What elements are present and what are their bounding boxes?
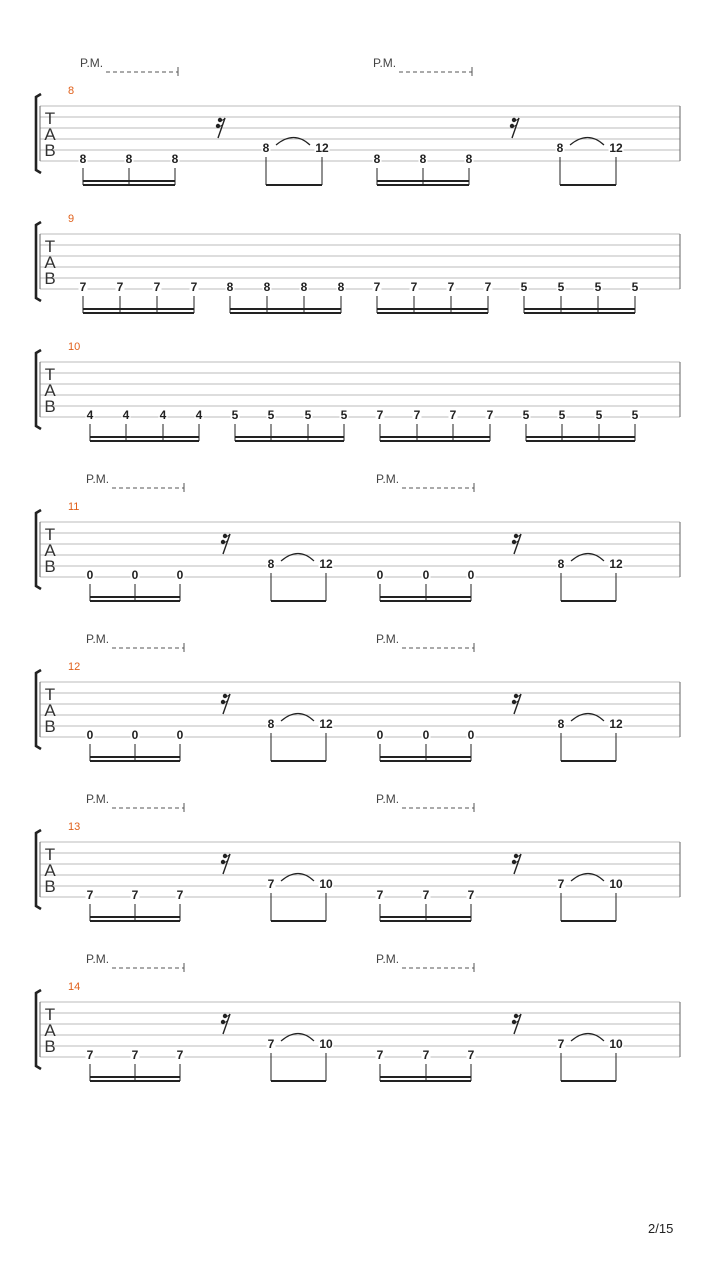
fret-number: 7 — [376, 888, 384, 902]
fret-number: 0 — [131, 568, 139, 582]
tab-clef-letter: A — [44, 1021, 56, 1040]
fret-number: 7 — [373, 280, 381, 294]
fret-number: 8 — [557, 557, 565, 571]
tab-clef-letter: T — [44, 525, 56, 544]
fret-number: 12 — [315, 141, 329, 155]
fret-number: 8 — [557, 717, 565, 731]
measure-number: 14 — [68, 981, 81, 993]
fret-number: 7 — [449, 408, 457, 422]
fret-number: 10 — [319, 1037, 333, 1051]
palm-mute-label: P.M. — [86, 792, 110, 806]
tab-clef-letter: B — [44, 141, 56, 160]
tab-clef-letter: B — [44, 269, 56, 288]
fret-number: 8 — [300, 280, 308, 294]
tab-clef-letter: B — [44, 1037, 56, 1056]
fret-number: 8 — [419, 152, 427, 166]
tab-system-11 — [36, 472, 680, 601]
note-group — [376, 728, 476, 761]
fret-number: 4 — [86, 408, 94, 422]
fret-number: 5 — [594, 280, 602, 294]
note-group — [522, 408, 640, 441]
tab-system-12 — [36, 632, 680, 761]
fret-number: 7 — [86, 888, 94, 902]
fret-number: 7 — [153, 280, 161, 294]
fret-number: 12 — [609, 557, 623, 571]
note-group — [79, 152, 180, 185]
note-group — [376, 408, 495, 441]
fret-number: 7 — [190, 280, 198, 294]
fret-number: 7 — [86, 1048, 94, 1062]
fret-number: 4 — [122, 408, 130, 422]
fret-number: 12 — [609, 717, 623, 731]
palm-mute-label: P.M. — [86, 632, 110, 646]
palm-mute-label: P.M. — [376, 792, 400, 806]
tab-clef-letter: A — [44, 701, 56, 720]
fret-number: 10 — [609, 1037, 623, 1051]
fret-number: 7 — [267, 1037, 275, 1051]
note-group — [373, 152, 474, 185]
fret-number: 7 — [422, 888, 430, 902]
fret-number: 7 — [131, 1048, 139, 1062]
fret-number: 7 — [557, 1037, 565, 1051]
measure-number: 8 — [68, 85, 75, 97]
fret-number: 8 — [263, 280, 271, 294]
fret-number: 8 — [337, 280, 345, 294]
note-group — [86, 1048, 185, 1081]
palm-mute-label: P.M. — [376, 952, 400, 966]
note-group — [86, 728, 185, 761]
palm-mute-label: P.M. — [376, 632, 400, 646]
fret-number: 10 — [319, 877, 333, 891]
fret-number: 10 — [609, 877, 623, 891]
palm-mute-label: P.M. — [86, 472, 110, 486]
tab-clef-letter: T — [44, 685, 56, 704]
note-group — [373, 280, 493, 313]
note-group — [376, 888, 476, 921]
fret-number: 8 — [267, 717, 275, 731]
tab-system-8 — [36, 56, 680, 185]
measure-number: 12 — [68, 661, 81, 673]
fret-number: 8 — [556, 141, 564, 155]
fret-number: 7 — [467, 888, 475, 902]
tab-system-9 — [36, 213, 680, 313]
measure-number: 9 — [68, 213, 75, 225]
fret-number: 5 — [595, 408, 603, 422]
fret-number: 5 — [557, 280, 565, 294]
fret-number: 0 — [376, 568, 384, 582]
fret-number: 0 — [176, 568, 184, 582]
fret-number: 7 — [376, 408, 384, 422]
tab-system-14 — [36, 952, 680, 1081]
tab-clef-letter: B — [44, 397, 56, 416]
fret-number: 0 — [467, 728, 475, 742]
page-number: 2/15 — [648, 1221, 674, 1236]
fret-number: 7 — [176, 888, 184, 902]
tab-clef-letter: B — [44, 717, 56, 736]
fret-number: 0 — [86, 568, 94, 582]
fret-number: 5 — [522, 408, 530, 422]
fret-number: 7 — [467, 1048, 475, 1062]
fret-number: 7 — [413, 408, 421, 422]
fret-number: 0 — [176, 728, 184, 742]
note-group — [520, 280, 640, 313]
tab-clef-letter: T — [44, 237, 56, 256]
tab-clef-letter: T — [44, 109, 56, 128]
note-group — [79, 280, 199, 313]
palm-mute-label: P.M. — [376, 472, 400, 486]
note-group — [86, 568, 185, 601]
palm-mute-label: P.M. — [373, 56, 397, 70]
tab-clef-letter: T — [44, 1005, 56, 1024]
measure-number: 13 — [68, 821, 81, 833]
fret-number: 7 — [176, 1048, 184, 1062]
fret-number: 7 — [267, 877, 275, 891]
note-group — [376, 568, 476, 601]
fret-number: 5 — [520, 280, 528, 294]
fret-number: 5 — [267, 408, 275, 422]
fret-number: 5 — [631, 408, 639, 422]
fret-number: 0 — [467, 568, 475, 582]
palm-mute-label: P.M. — [80, 56, 104, 70]
tab-system-10 — [36, 341, 680, 441]
tab-clef-letter: A — [44, 381, 56, 400]
note-group — [376, 1048, 476, 1081]
fret-number: 8 — [373, 152, 381, 166]
fret-number: 5 — [631, 280, 639, 294]
fret-number: 8 — [262, 141, 270, 155]
tab-clef-letter: T — [44, 365, 56, 384]
tab-system-13 — [36, 792, 680, 921]
fret-number: 7 — [79, 280, 87, 294]
fret-number: 12 — [319, 717, 333, 731]
tab-clef-letter: A — [44, 541, 56, 560]
fret-number: 7 — [422, 1048, 430, 1062]
note-group — [226, 280, 346, 313]
fret-number: 7 — [131, 888, 139, 902]
fret-number: 0 — [376, 728, 384, 742]
note-group — [86, 888, 185, 921]
measure-number: 10 — [68, 341, 81, 353]
palm-mute-label: P.M. — [86, 952, 110, 966]
fret-number: 7 — [486, 408, 494, 422]
fret-number: 5 — [304, 408, 312, 422]
fret-number: 7 — [410, 280, 418, 294]
fret-number: 7 — [447, 280, 455, 294]
tab-clef-letter: A — [44, 125, 56, 144]
fret-number: 12 — [319, 557, 333, 571]
note-group — [86, 408, 204, 441]
fret-number: 5 — [231, 408, 239, 422]
fret-number: 8 — [79, 152, 87, 166]
tab-clef-letter: A — [44, 253, 56, 272]
fret-number: 7 — [116, 280, 124, 294]
fret-number: 7 — [376, 1048, 384, 1062]
fret-number: 8 — [171, 152, 179, 166]
fret-number: 12 — [609, 141, 623, 155]
fret-number: 7 — [484, 280, 492, 294]
fret-number: 0 — [131, 728, 139, 742]
tab-clef-letter: T — [44, 845, 56, 864]
fret-number: 8 — [465, 152, 473, 166]
fret-number: 8 — [125, 152, 133, 166]
tab-clef-letter: A — [44, 861, 56, 880]
fret-number: 0 — [422, 728, 430, 742]
fret-number: 8 — [226, 280, 234, 294]
tab-clef-letter: B — [44, 557, 56, 576]
fret-number: 4 — [159, 408, 167, 422]
fret-number: 8 — [267, 557, 275, 571]
fret-number: 0 — [86, 728, 94, 742]
fret-number: 5 — [340, 408, 348, 422]
note-group — [231, 408, 349, 441]
measure-number: 11 — [68, 501, 80, 513]
fret-number: 7 — [557, 877, 565, 891]
fret-number: 5 — [558, 408, 566, 422]
fret-number: 4 — [195, 408, 203, 422]
fret-number: 0 — [422, 568, 430, 582]
tab-clef-letter: B — [44, 877, 56, 896]
